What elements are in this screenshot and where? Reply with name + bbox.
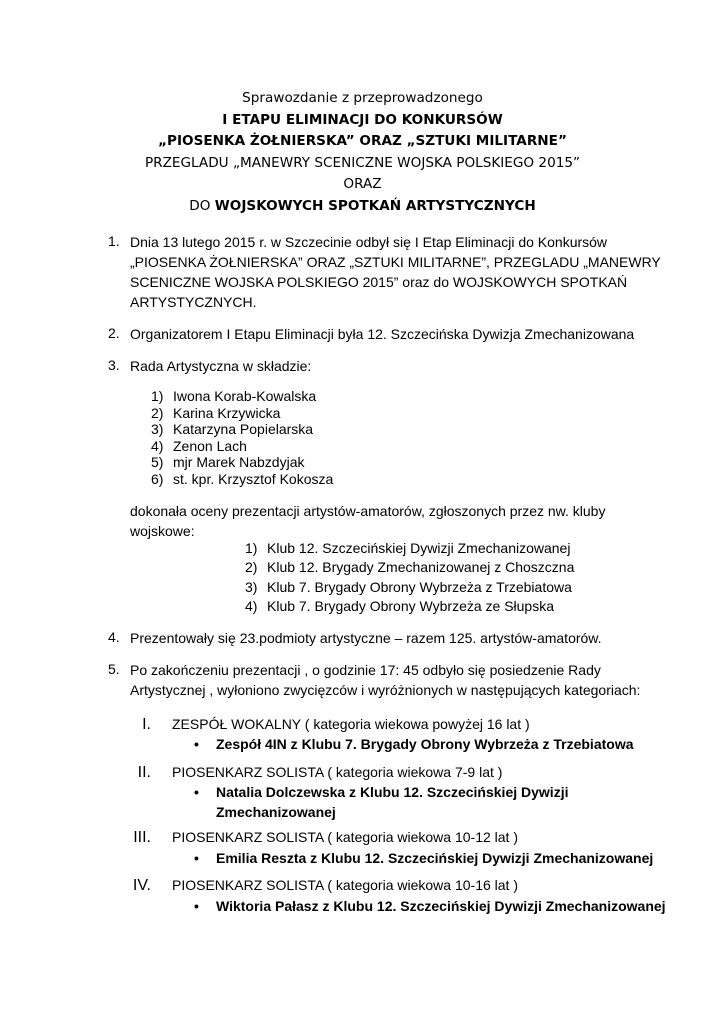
header-line-6-bold: WOJSKOWYCH SPOTKAŃ ARTYSTYCZNYCH [214, 197, 536, 214]
item-number-3: 3. [108, 357, 120, 373]
item-5-line-1: Po zakończeniu prezentacji , o godzinie 17: 45 odbyło się posiedzenie Rady [130, 662, 601, 678]
bullet-icon: • [194, 736, 199, 752]
list-item: 1) Iwona Korab-Kowalska [151, 388, 317, 404]
list-item: 3) Katarzyna Popielarska [151, 421, 314, 438]
assessment-line-2: wojskowe: [130, 523, 195, 539]
item-number-5: 5. [108, 661, 120, 677]
category-winner-3 [196, 848, 653, 868]
header-line-1: Sprawozdanie z przeprowadzonego [242, 90, 483, 106]
list-item: 3) Klub 7. Brygady Obrony Wybrzeża z Trzebiatowa [245, 578, 572, 595]
item-1-line-2: „PIOSENKA ŻOŁNIERSKA” ORAZ „SZTUKI MILITARNE”, PRZEGLADU „MANEWRY [130, 254, 661, 270]
list-item: 5) mjr Marek Nabzdyjak [151, 454, 305, 471]
header-line-2: I ETAPU ELIMINACJI DO KONKURSÓW [222, 111, 503, 128]
header-line-5: ORAZ [343, 176, 382, 192]
item-3-line-1: Rada Artystyczna w składzie: [130, 358, 312, 374]
item-2-line-1: Organizatorem I Etapu Eliminacji była 12. Szczecińska Dywizja Zmechanizowana [130, 326, 635, 342]
header-line-6 [0, 196, 725, 218]
item-4-line-1: Prezentowały się 23.podmioty artystyczne – razem 125. artystów-amatorów. [130, 630, 602, 646]
item-text-4 [130, 628, 602, 648]
report-header [0, 88, 725, 217]
winner-line: Zespół 4IN z Klubu 7. Brygady Obrony Wybrzeża z Trzebiatowa [216, 736, 634, 752]
item-5-line-2: Artystycznej , wyłoniono zwycięzców i wyróżnionych w następujących kategoriach: [130, 682, 641, 698]
item-number-1: 1. [108, 233, 120, 249]
category-numeral-3: III. [133, 829, 151, 846]
category-title-4: PIOSENKARZ SOLISTA ( kategoria wiekowa 10-16 lat ) [172, 877, 518, 893]
assessment-line-1: dokonała oceny prezentacji artystów-amatorów, zgłoszonych przez nw. kluby [130, 503, 606, 519]
category-title-1: ZESPÓŁ WOKALNY ( kategoria wiekowa powyżej 16 lat ) [172, 716, 530, 732]
header-line-3: „PIOSENKA ŻOŁNIERSKA” ORAZ „SZTUKI MILITARNE” [158, 133, 567, 149]
bullet-icon: • [194, 784, 199, 800]
bullet-icon: • [194, 850, 199, 866]
category-title-2: PIOSENKARZ SOLISTA ( kategoria wiekowa 7-9 lat ) [172, 764, 503, 780]
category-numeral-4: IV. [132, 877, 151, 894]
item-text-2 [130, 324, 634, 344]
item-number-2: 2. [108, 325, 120, 341]
list-item: 2) Klub 12. Brygady Zmechanizowanej z Choszczna [245, 559, 575, 576]
category-numeral-1: I. [142, 716, 151, 733]
bullet-icon: • [194, 898, 199, 914]
clubs-list [245, 539, 574, 617]
category-numeral-2: II. [137, 764, 151, 781]
category-winner-2 [196, 782, 568, 822]
category-winner-1 [196, 734, 634, 754]
winner-line: Zmechanizowanej [216, 804, 336, 820]
list-item: 4) Klub 7. Brygady Obrony Wybrzeża ze Słupska [245, 598, 555, 615]
item-text-1 [130, 232, 661, 312]
winner-line: Emilia Reszta z Klubu 12. Szczecińskiej Dywizji Zmechanizowanej [216, 850, 654, 866]
item-text-5 [130, 660, 640, 700]
list-item: 1) Klub 12. Szczecińskiej Dywizji Zmechanizowanej [245, 540, 571, 556]
winner-line: Wiktoria Pałasz z Klubu 12. Szczecińskiej Dywizji Zmechanizowanej [216, 898, 666, 914]
winner-line: Natalia Dolczewska z Klubu 12. Szczecińskiej Dywizji [216, 784, 569, 800]
item-1-line-4: ARTYSTYCZNYCH. [130, 294, 257, 310]
header-line-6-prefix: DO [189, 197, 215, 214]
list-item: 4) Zenon Lach [151, 437, 247, 454]
item-text-3 [130, 356, 311, 376]
list-item: 2) Karina Krzywicka [151, 404, 281, 421]
jury-list [151, 388, 333, 488]
item-number-4: 4. [108, 629, 120, 645]
item-1-line-1: Dnia 13 lutego 2015 r. w Szczecinie odbył się I Etap Eliminacji do Konkursów [130, 234, 608, 250]
item-1-line-3: SCENICZNE WOJSKA POLSKIEGO 2015” oraz do WOJSKOWYCH SPOTKAŃ [130, 274, 628, 290]
list-item: 6) st. kpr. Krzysztof Kokosza [151, 470, 334, 487]
header-line-4: PRZEGLADU „MANEWRY SCENICZNE WOJSKA POLSKIEGO 2015” [144, 154, 581, 171]
assessment-text [130, 501, 605, 541]
category-title-3: PIOSENKARZ SOLISTA ( kategoria wiekowa 10-12 lat ) [172, 829, 518, 845]
category-winner-4 [196, 896, 666, 916]
